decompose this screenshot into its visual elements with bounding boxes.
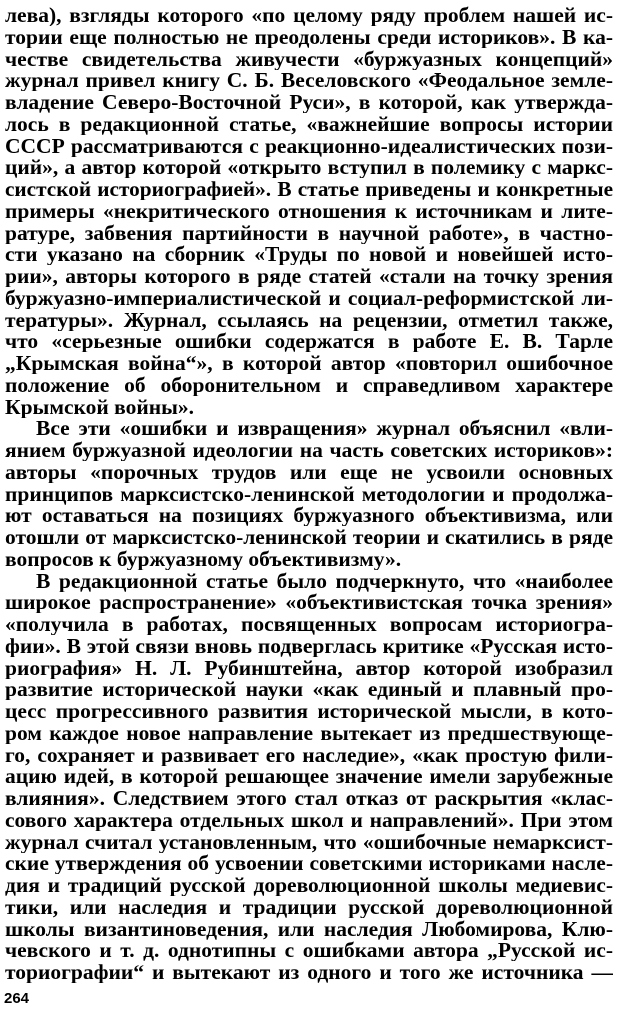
text-line: что «серьезные ошибки содержатся в работе Е. В. Тарле bbox=[5, 330, 613, 353]
text-line: журнал считал установленным, что «ошибочные немарксист- bbox=[5, 830, 613, 853]
text-line: тературы». Журнал, ссылаясь на рецензии, отметил также, bbox=[5, 308, 613, 331]
text-line: влияния». Следствием этого стал отказ от раскрытия «клас- bbox=[5, 787, 613, 809]
text-line: положение об оборонительном и справедливом характере bbox=[5, 373, 613, 396]
text-line: риография» Н. Л. Рубинштейна, автор которой изобразил bbox=[5, 656, 613, 679]
text-line: цесс прогрессивного развития исторической мысли, в кото- bbox=[5, 700, 613, 722]
text-line: ториографии“ и вытекают из одного и того же источника — bbox=[5, 961, 613, 983]
text-line: ром каждое новое направление вытекает из предшествующе- bbox=[5, 721, 613, 744]
text-line: отошли от марксистско-ленинской теории и скатились в ряде bbox=[5, 526, 613, 548]
text-line: Все эти «ошибки и извращения» журнал объяснил «вли- bbox=[36, 417, 613, 440]
text-line: янием буржуазной идеологии на часть советских историков»: bbox=[5, 439, 613, 461]
text-line: тории еще полностью не преодолены среди историков». В ка- bbox=[5, 25, 613, 48]
text-line: лева), взгляды которого «по целому ряду проблем нашей ис- bbox=[5, 4, 613, 26]
text-line: СССР рассматриваются с реакционно-идеалистических пози- bbox=[5, 134, 613, 157]
text-line: ские утверждения об усвоении советскими историками насле- bbox=[5, 852, 613, 875]
text-line: принципов марксистско-ленинской методологии и продолжа- bbox=[5, 482, 613, 505]
text-line: лось в редакционной статье, «важнейшие вопросы истории bbox=[5, 112, 613, 135]
text-line: Крымской войны». bbox=[5, 395, 195, 418]
text-line: широкое распространение» «объективистская точка зрения» bbox=[5, 591, 613, 614]
text-line: В редакционной статье было подчеркнуто, что «наиболее bbox=[36, 569, 613, 592]
text-line: журнал привел книгу С. Б. Веселовского «Феодальное земле- bbox=[5, 69, 613, 92]
page-number: 264 bbox=[4, 990, 30, 1007]
text-line: ций», а автор которой «открыто вступил в полемику с маркс- bbox=[5, 156, 613, 179]
text-line: ратуре, забвения партийности в научной работе», в частно- bbox=[5, 221, 613, 244]
text-line: вопросов к буржуазному объективизму». bbox=[5, 547, 402, 570]
text-line: „Крымская война“», в которой автор «повторил ошибочное bbox=[5, 352, 613, 374]
text-line: рии», авторы которого в ряде статей «стали на точку зрения bbox=[5, 265, 613, 287]
text-line: честве свидетельства живучести «буржуазных концепций» bbox=[5, 47, 613, 70]
text-line: ют оставаться на позициях буржуазного объективизма, или bbox=[5, 504, 613, 527]
text-line: систской историографией». В статье приведены и конкретные bbox=[5, 178, 613, 200]
text-line: сти указано на сборник «Труды по новой и новейшей исто- bbox=[5, 243, 613, 266]
text-line: развитие исторической науки «как единый и плавный про- bbox=[5, 678, 613, 701]
text-line: чевского и т. д. однотипны с ошибками автора „Русской ис- bbox=[5, 939, 613, 962]
text-line: школы византиноведения, или наследия Любомирова, Клю- bbox=[5, 917, 613, 940]
text-line: примеры «некритического отношения к источникам и лите- bbox=[5, 199, 613, 222]
text-line: «получила в работах, посвященных вопросам историогра- bbox=[5, 613, 613, 635]
text-line: го, сохраняет и развивает его наследие», «как простую фили- bbox=[5, 743, 613, 766]
text-line: буржуазно-империалистической и социал-реформистской ли- bbox=[5, 286, 613, 309]
text-line: дия и традиций русской дореволюционной школы медиевис- bbox=[5, 874, 613, 896]
text-line: сового характера отдельных школ и направлений». При этом bbox=[5, 808, 613, 831]
text-line: ацию идей, в которой решающее значение имели зарубежные bbox=[5, 765, 613, 788]
text-line: владение Северо-Восточной Руси», в которой, как утвержда- bbox=[5, 91, 613, 113]
text-line: фии». В этой связи вновь подверглась критике «Русская исто- bbox=[5, 634, 613, 657]
text-line: тики, или наследия и традиции русской дореволюционной bbox=[5, 895, 613, 918]
text-line: авторы «порочных трудов или еще не усвоили основных bbox=[5, 460, 613, 483]
